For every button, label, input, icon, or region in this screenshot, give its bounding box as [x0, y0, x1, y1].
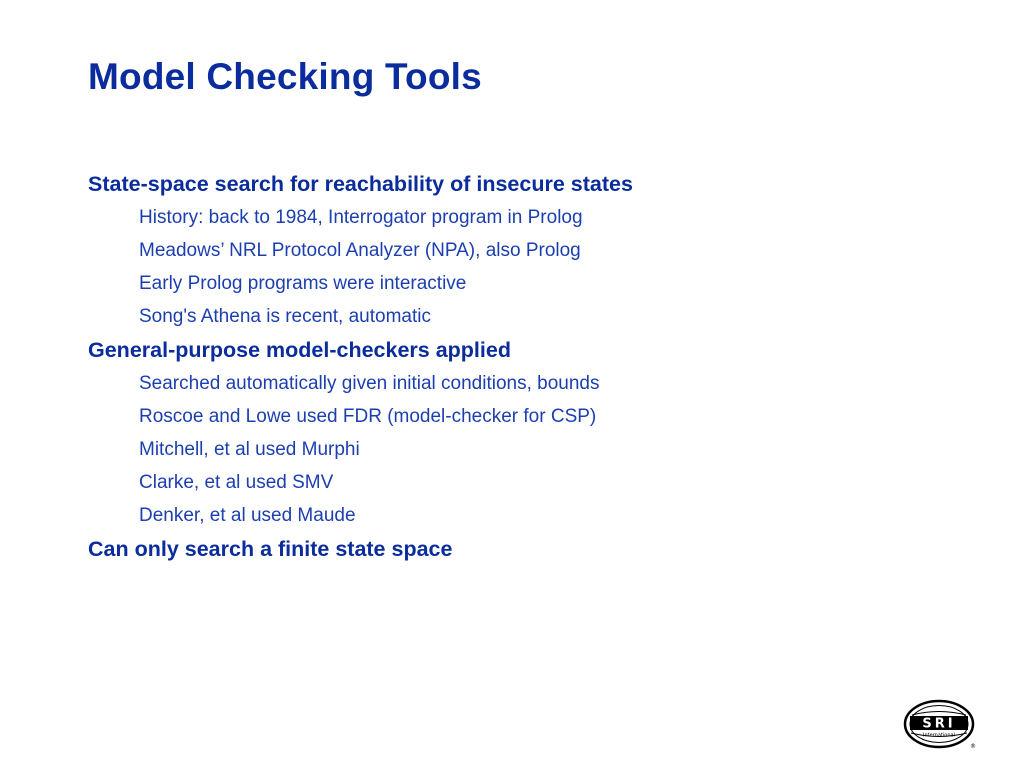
bullet-list [88, 367, 968, 532]
bullet-item: Meadows’ NRL Protocol Analyzer (NPA), also Prolog [139, 240, 581, 261]
bullet-item: Song's Athena is recent, automatic [139, 306, 431, 327]
logo-registered-mark: ® [970, 743, 976, 750]
section-finite-state [88, 532, 968, 566]
section-heading: Can only search a finite state space [88, 537, 453, 561]
section-model-checkers [88, 333, 968, 532]
section-heading: General-purpose model-checkers applied [88, 338, 511, 362]
bullet-item: Early Prolog programs were interactive [139, 273, 467, 294]
logo-text: SRI [922, 716, 956, 732]
section-reachability [88, 167, 968, 333]
slide-content [88, 167, 968, 566]
bullet-item: Searched automatically given initial conditions, bounds [139, 373, 600, 394]
section-heading: State-space search for reachability of insecure states [88, 172, 633, 196]
bullet-item: History: back to 1984, Interrogator program in Prolog [139, 207, 583, 228]
bullet-item: Mitchell, et al used Murphi [139, 439, 360, 460]
bullet-list [88, 201, 968, 333]
bullet-item: Clarke, et al used SMV [139, 472, 334, 493]
bullet-item: Denker, et al used Maude [139, 505, 356, 526]
logo-subtext: International [923, 732, 955, 739]
sri-international-logo-icon [902, 697, 980, 752]
bullet-item: Roscoe and Lowe used FDR (model-checker for CSP) [139, 406, 597, 427]
slide-title: Model Checking Tools [88, 56, 482, 97]
